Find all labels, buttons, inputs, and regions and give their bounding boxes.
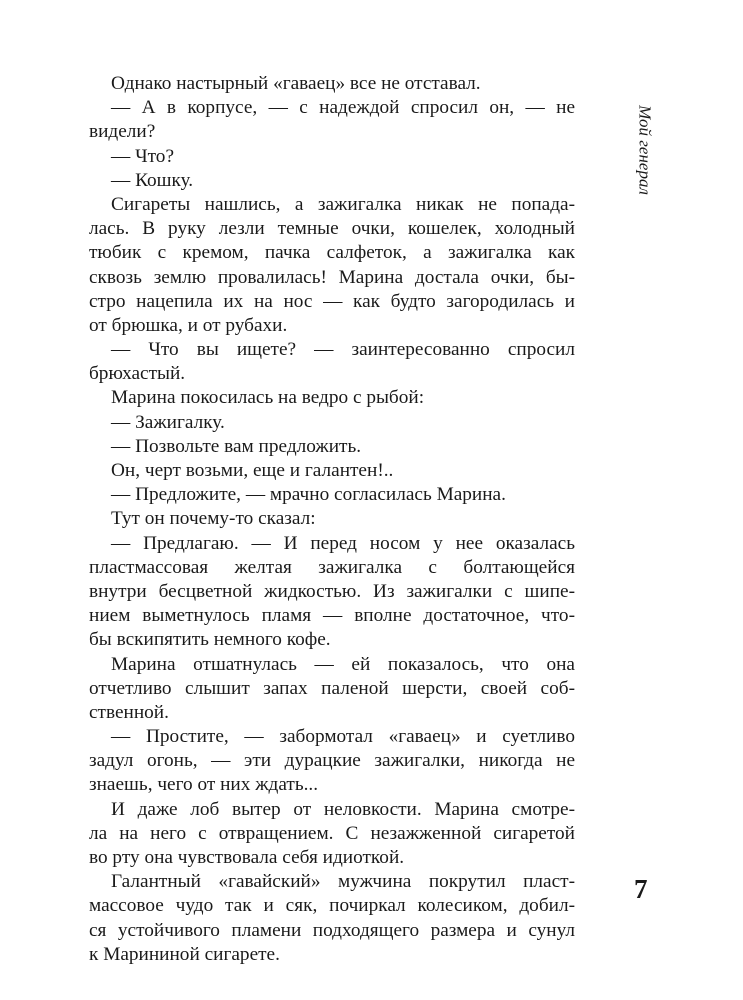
text-line: Тут он почему-то сказал: [111, 508, 316, 530]
text-line: внутри бесцветной жидкостью. Из зажигалки с шипе- [89, 580, 575, 602]
text-line: Марина покосилась на ведро с рыбой: [111, 387, 425, 409]
text-line: — А в корпусе, — с надеждой спросил он, — не [111, 97, 575, 119]
text-line: массовое чудо так и сяк, почиркал колесиком, добил- [89, 895, 575, 917]
text-line: — Простите, — забормотал «гаваец» и суетливо [111, 726, 575, 748]
text-line: нием выметнулось пламя — вполне достаточное, что- [89, 605, 575, 627]
text-line: Галантный «гавайский» мужчина покрутил пласт- [111, 871, 575, 893]
text-line: ственной. [89, 701, 169, 723]
text-line: — Позвольте вам предложить. [111, 435, 362, 457]
text-line: во рту она чувствовала себя идиоткой. [89, 847, 405, 868]
text-line: Однако настырный «гаваец» все не отставал. [111, 73, 481, 94]
text-line: пластмассовая желтая зажигалка с болтающейся [89, 556, 575, 578]
text-line: бы вскипятить немного кофе. [89, 629, 331, 651]
text-line: знаешь, чего от них ждать... [89, 774, 319, 796]
text-line: — Что? [111, 145, 175, 167]
text-line: — Кошку. [111, 169, 194, 191]
text-line: стро нацепила их на нос — как будто загородилась и [89, 290, 575, 312]
text-line: — Что вы ищете? — заинтересованно спросил [111, 339, 575, 361]
text-line: сквозь землю провалилась! Марина достала очки, бы- [89, 266, 575, 288]
text-line: брюхастый. [89, 363, 186, 385]
page-number: 7 [634, 874, 648, 904]
text-line: видели? [89, 121, 156, 143]
text-line: Он, черт возьми, еще и галантен!.. [111, 460, 394, 481]
text-line: ла на него с отвращением. С незажженной сигаретой [89, 822, 575, 844]
text-line: — Предложите, — мрачно согласилась Марина. [111, 484, 506, 506]
running-head-text: Мой генерал [635, 105, 655, 195]
text-line: тюбик с кремом, пачка салфеток, а зажигалка как [89, 242, 575, 264]
text-line: Марина отшатнулась — ей показалось, что она [111, 653, 575, 675]
body-text [89, 72, 575, 967]
text-line: И даже лоб вытер от неловкости. Марина смотре- [111, 798, 575, 820]
text-line: ся устойчивого пламени подходящего размера и сунул [89, 919, 575, 941]
text-line: — Предлагаю. — И перед носом у нее оказалась [111, 532, 575, 554]
text-line: Сигареты нашлись, а зажигалка никак не попада- [111, 193, 575, 215]
text-line: лась. В руку лезли темные очки, кошелек, холодный [89, 218, 575, 240]
running-head [625, 80, 665, 220]
text-line: от брюшка, и от рубахи. [89, 314, 288, 336]
text-line: задул огонь, — эти дурацкие зажигалки, никогда не [89, 750, 575, 772]
text-line: — Зажигалку. [111, 411, 225, 433]
text-line: к Марининой сигарете. [89, 943, 280, 965]
text-line: отчетливо слышит запах паленой шерсти, своей соб- [89, 677, 575, 699]
